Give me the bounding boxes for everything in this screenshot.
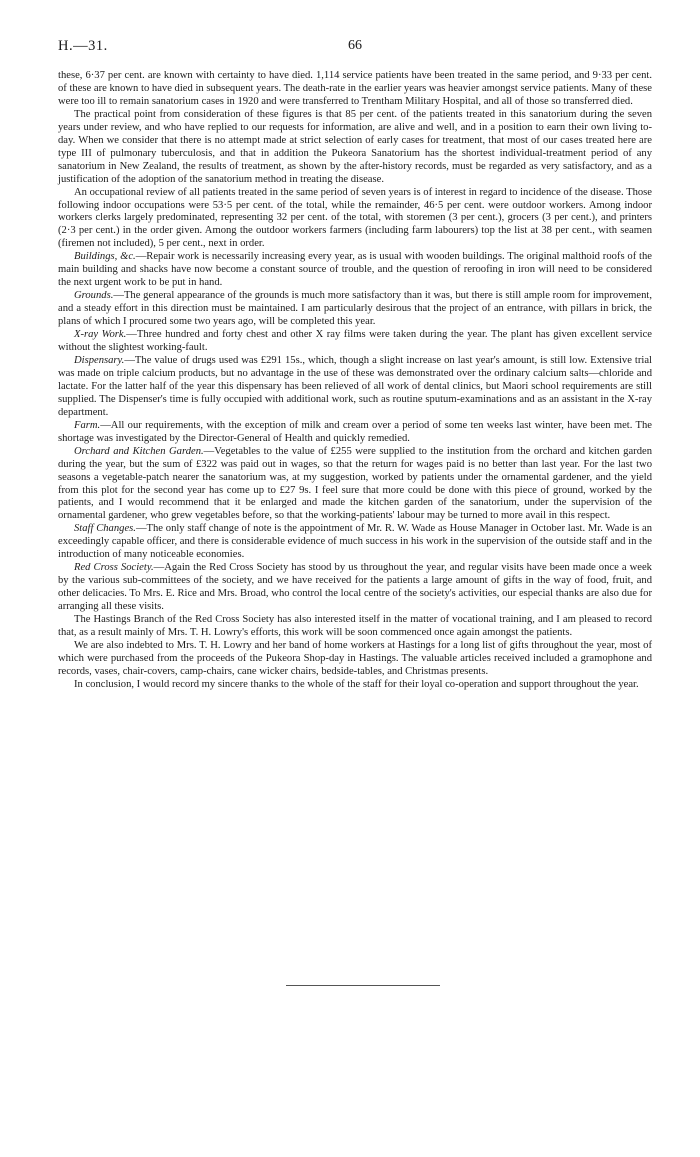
paragraph-text: —Vegetables to the value of £255 were supplied to the institution from the orchard and kitchen garden during the year, but the sum of £322 was paid out in wages, so that the return for wages paid is no better than last year. For the last two seasons a vegetable-patch nearer the sanatorium was, at my suggestion, worked by patients under the ornamental gardener, and the yield from this plot for the second year has come up to £27 9s. I feel sure that more could be done with this piece of ground, worked by the patients, and I would recommend that it be enlarged and made the kitchen garden of the sanatorium, under the supervision of the ornamental gardener, who grew vegetables before, so that the working-patients' labour may be turned to more avail in this respect.: [58, 445, 653, 522]
paragraph-1: [58, 70, 652, 109]
paragraph-conclusion: [58, 679, 652, 692]
document-page: [58, 38, 652, 692]
section-heading: Dispensary.: [74, 354, 125, 366]
paragraph-text: An occupational review of all patients treated in the same period of seven years is of interest in regard to incidence of the disease. Those following indoor occupations were 53·5 per cent. of the total, while the remainder, 46·5 per cent. were outdoor workers. Among indoor workers clerks largely predominated, representing 32 per cent. of the total, with storemen (3 per cent.), grocers (3 per cent.), and printers (2·3 per cent.) in the order given. Among the outdoor workers farmers (including farm labourers) top the list at 38 per cent., with seamen (firemen not included), 5 per cent., next in order.: [58, 186, 652, 250]
paragraph-text: —Again the Red Cross Society has stood by us throughout the year, and regular visits have been made once a week by the various sub-committees of the society, and we have received for the patients a large amount of gifts in the way of food, fruit, and other delicacies. To Mrs. E. Rice and Mrs. Broad, who control the local centre of the society's activities, our especial thanks are also due for arranging all these visits.: [58, 562, 652, 613]
paragraph-x-ray: [58, 329, 652, 355]
page-header: [58, 38, 652, 60]
paragraph-dispensary: [58, 355, 652, 420]
section-heading: Staff Changes.: [74, 523, 136, 535]
paragraph-buildings: [58, 251, 652, 290]
paragraph-staff-changes: [58, 523, 652, 562]
paragraph-text: these, 6·37 per cent. are known with certainty to have died. 1,114 service patients have been treated in the same period, and 9·33 per cent. of these are known to have died in subsequent years. The death-rate in the earlier years was heavier amongst service patients. Many of these were too ill to remain sanatorium cases in 1920 and were transferred to Trentham Military Hospital, and all of those so transferred died.: [58, 70, 652, 107]
paragraph-text: —The general appearance of the grounds is much more satisfactory than it was, but there is still ample room for improvement, and a steady effort in this direction must be maintained. I am particularly desirous that the project of an entrance, with pillars in brick, the plans of which I procured some two years ago, will be completed this year.: [58, 290, 652, 328]
paragraph-text: —Three hundred and forty chest and other X ray films were taken during the year. The plant has given excellent service without the slightest working-fault.: [58, 329, 652, 354]
paragraph-text: —All our requirements, with the exception of milk and cream over a period of some ten weeks last winter, have been met. The shortage was investigated by the Director-General of Health and quickly remedied.: [58, 419, 652, 444]
paragraph-text: —The only staff change of note is the appointment of Mr. R. W. Wade as House Manager in October last. Mr. Wade is an exceedingly capable officer, and there is considerable evidence of much success in his work in the supervision of the outside staff and in the introduction of many noticeable economies.: [58, 523, 652, 561]
document-reference: H.—31.: [58, 38, 108, 54]
report-body: [58, 70, 652, 692]
paragraph-text: The Hastings Branch of the Red Cross Society has also interested itself in the matter of vocational training, and I am pleased to record that, as a result mainly of Mrs. T. H. Lowry's efforts, this work will be soon commenced once again amongst the patients.: [58, 614, 652, 638]
section-heading: X-ray Work.: [74, 329, 127, 341]
paragraph-text: —Repair work is necessarily increasing every year, as is usual with wooden buildings. The original malthoid roofs of the main building and shacks have now become a constant source of trouble, and the question of reroofing in iron will need to be considered the next urgent work to be put in hand.: [58, 251, 653, 289]
paragraph-grounds: [58, 290, 652, 329]
paragraph-farm: [58, 420, 652, 446]
page-number: 66: [348, 38, 362, 53]
paragraph-home-workers: [58, 640, 652, 679]
paragraph-text: We are also indebted to Mrs. T. H. Lowry and her band of home workers at Hastings for a long list of gifts throughout the year, most of which were purchased from the proceeds of the Pukeora Shop-day in Hastings. The valuable articles received included a gramophone and records, vases, chair-covers, camp-chairs, cane wicker chairs, bedside-tables, and Christmas presents.: [58, 639, 652, 677]
section-heading: Orchard and Kitchen Garden.: [74, 445, 204, 457]
paragraph-hastings-branch: [58, 614, 652, 640]
paragraph-red-cross: [58, 562, 652, 614]
section-heading: Buildings, &c.: [74, 251, 136, 263]
paragraph-2: [58, 109, 652, 187]
section-heading: Red Cross Society.: [74, 562, 154, 574]
paragraph-text: The practical point from consideration of these figures is that 85 per cent. of the patients treated in this sanatorium during the seven years under review, and who have replied to our requests for information, are alive and well, and in a position to earn their own living to-day. When we consider that there is no attempt made at strict selection of early cases for treatment, that most of our cases treated here are type III of pulmonary tuberculosis, and that in addition the Pukeora Sanatorium has the shortest individual-treatment period of any sanatorium in New Zealand, the results of treatment, as shown by the after-history records, must be regarded as very satisfactory, and as a justification of the adoption of the sanatorium method in treating the disease.: [58, 108, 652, 185]
closing-rule: [286, 985, 440, 986]
section-heading: Farm.: [74, 419, 101, 431]
paragraph-text: In conclusion, I would record my sincere thanks to the whole of the staff for their loyal co-operation and support throughout the year.: [74, 678, 639, 690]
paragraph-text: —The value of drugs used was £291 15s., which, though a slight increase on last year's amount, is still low. Extensive trial was made on triple calcium products, but no advantage in the use of these was demonstrated over the ordinary calcium salts—chloride and lactate. For the latter half of the year this dispensary has been relieved of all work of dental clinics, but Maori school requirements are still supplied. The Dispenser's time is fully occupied with additional work, such as routine sputum-examinations and as an assistant in the X-ray department.: [58, 354, 652, 418]
section-heading: Grounds.: [74, 290, 114, 302]
paragraph-orchard: [58, 446, 652, 524]
paragraph-3: [58, 187, 652, 252]
